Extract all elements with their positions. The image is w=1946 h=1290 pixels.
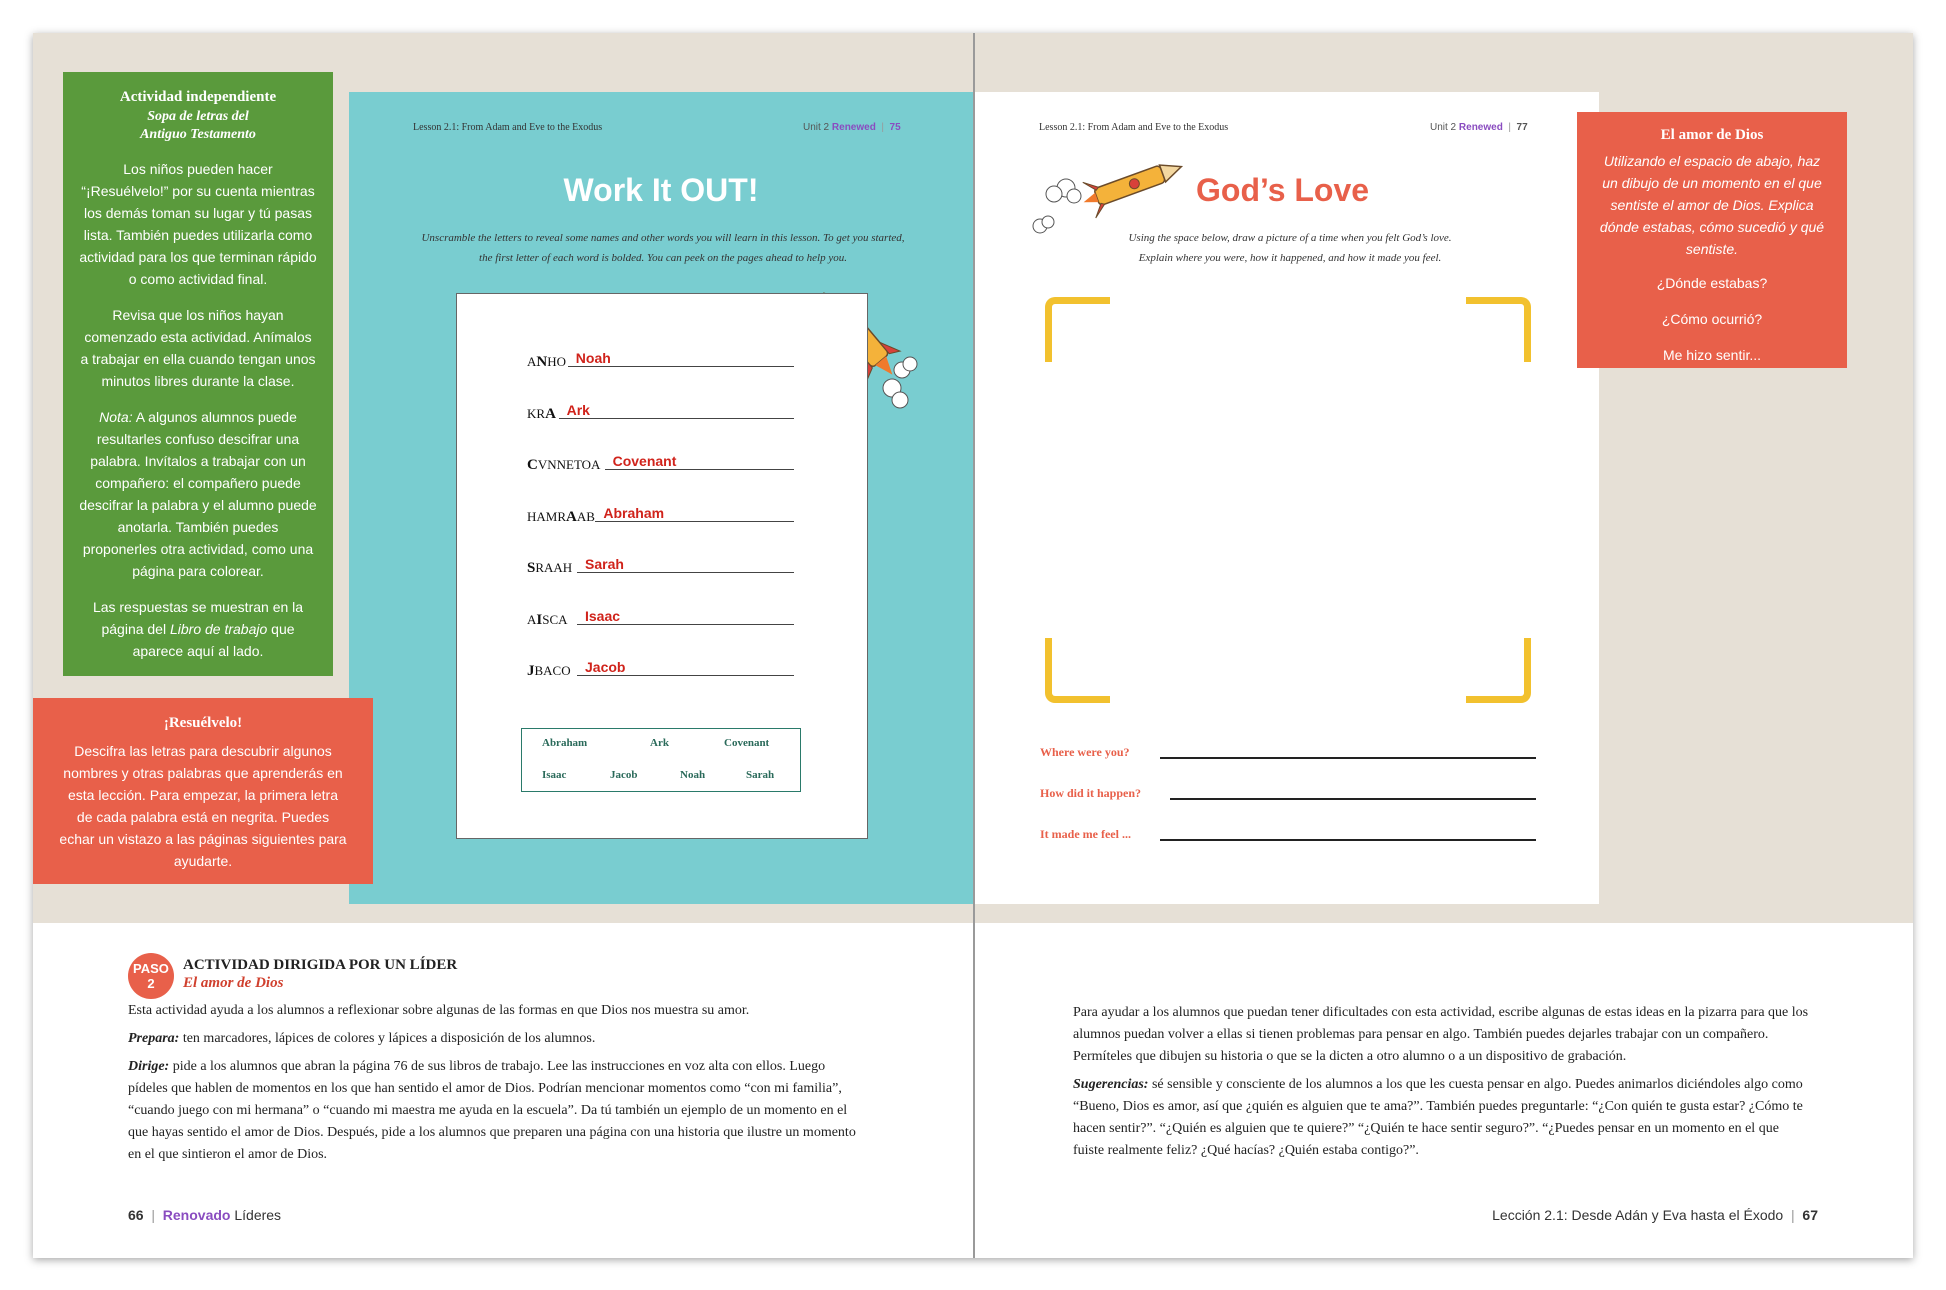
dirige-label: Dirige: <box>128 1059 170 1074</box>
scrambled-bold-letter: J <box>527 663 535 679</box>
answer-line <box>605 469 794 470</box>
workbook-page-number-left: 75 <box>889 122 901 133</box>
prepara-label: Prepara: <box>128 1031 180 1046</box>
independent-p1: Los niños pueden hacer “¡Resuélvelo!” por su cuenta mientras los demás toman su lugar y tú pasas lista. También puedes utilizarla como actividad para los que terminan rápido o como actividad final. <box>79 161 317 287</box>
scrambled-pre: HAMR <box>527 508 567 524</box>
scrambled-post: HO <box>547 354 567 369</box>
scrambled-word <box>527 509 595 526</box>
lesson-header-left: Lesson 2.1: From Adam and Eve to the Exodus <box>413 122 603 133</box>
scrambled-word <box>527 560 572 577</box>
frame-corner-top-left <box>1045 297 1110 362</box>
scrambled-post: SCA <box>542 611 568 627</box>
independent-activity-title: Actividad independiente <box>119 89 277 105</box>
scrambled-bold-letter: C <box>527 457 538 473</box>
step-badge-label: PASO <box>133 961 169 976</box>
answer-text: Jacob <box>585 659 626 675</box>
scrambled-bold-letter: N <box>536 354 548 370</box>
scrambled-pre: A <box>527 354 537 369</box>
solve-it-title: ¡Resuélvelo! <box>163 715 243 731</box>
step-right-p1: Para ayudar a los alumnos que puedan tener dificultades con esta actividad, escribe algunas de estas ideas en la pizarra para que los alumnos puedan volver a ellas si tienen problemas para pensar en algo. También puedes dejarles trabajar con un compañero. Permíteles que dibujen su historia o que se la dicten a otro alumno o a un dispositivo de grabación. <box>1073 1005 1809 1064</box>
scrambled-pre: A <box>527 611 537 627</box>
answer-text: Sarah <box>585 556 624 572</box>
work-it-out-instructions: Unscramble the letters to reveal some names and other words you will learn in this lesson. To get you started, the first letter of each word is bolded. You can peek on the pages ahead to help you. <box>421 232 905 264</box>
step-intro: Esta actividad ayuda a los alumnos a reflexionar sobre algunas de las formas en que Dios nos muestra su amor. <box>128 1003 750 1018</box>
scrambled-post: BACO <box>534 663 571 678</box>
solve-it-box <box>33 698 373 884</box>
answer-line-where <box>1160 757 1536 759</box>
scrambled-bold-letter: S <box>527 560 536 576</box>
step-prepara <box>128 1028 868 1050</box>
frame-corner-top-right <box>1466 297 1531 362</box>
unit-header-left: Unit 2 Renewed | 75 <box>803 122 901 133</box>
answers-text-b: que aparece aquí al lado. <box>132 621 295 659</box>
prepara-text: ten marcadores, lápices de colores y lápices a disposición de los alumnos. <box>179 1031 596 1046</box>
step-badge <box>128 953 174 999</box>
scrambled-post: VNNETOA <box>537 457 601 472</box>
bank-word: Sarah <box>746 769 775 781</box>
unit-header-right: Unit 2 Renewed | 77 <box>1430 122 1528 133</box>
work-it-out-title: Work It OUT! <box>563 172 759 208</box>
scrambled-post: AB <box>576 508 595 524</box>
answer-text: Isaac <box>585 607 621 624</box>
dirige-text: pide a los alumnos que abran la página 76 de sus libros de trabajo. Lee las instrucciones en voz alta con ellos. Luego pídeles que hablen de momentos en los que han sentido el amor de Dios. Podrían mencionar momentos como “con mi familia”, “cuando juego con mi hermana” o “cuando mi maestra me ayuda en la escuela”. Da tú también un ejemplo de un momento en el que hayas sentido el amor de Dios. Después, pide a los alumnos que preparen una página con una historia que ilustre un momento en el que sintieron el amor de Dios. <box>128 1059 856 1162</box>
step-right-column <box>1073 1002 1813 1168</box>
scrambled-word <box>527 354 566 371</box>
answer-line <box>595 521 794 522</box>
page-number-left: 66 <box>128 1207 144 1223</box>
frame-corner-bottom-left <box>1045 638 1110 703</box>
bank-word: Covenant <box>724 737 770 749</box>
frame-corner-bottom-right <box>1466 638 1531 703</box>
footer-left-label: Líderes <box>234 1207 282 1223</box>
gods-love-sidebar <box>1577 112 1847 368</box>
bank-word: Jacob <box>610 769 638 781</box>
bank-word: Ark <box>650 737 669 749</box>
gods-love-sidebar-q3: Me hizo sentir... <box>1662 347 1762 363</box>
question-how: How did it happen? <box>1040 786 1142 800</box>
bank-word: Isaac <box>542 769 567 781</box>
scrambled-word <box>527 457 600 474</box>
gods-love-sidebar-title: El amor de Dios <box>1660 127 1764 143</box>
step-badge-number: 2 <box>147 976 155 991</box>
sugerencias-text: sé sensible y consciente de los alumnos a los que les cuesta pensar en algo. Puedes animarlos diciéndoles algo como “Bueno, Dios es amor, así que ¿quién es alguien que te ama?”. También puedes preguntarle: “¿Con quién te gusta estar? ¿Cómo te hacen sentir?”. “¿Quién es alguien que te quiere?” “¿Quién te hace sentir seguro?”. “¿Puedes pensar en un momento en el que fuiste realmente feliz? ¿Qué hacías? ¿Quién estaba contigo?”. <box>1073 1077 1803 1158</box>
answer-line <box>559 418 794 419</box>
renewed-label: Renewed <box>831 122 876 133</box>
scrambled-bold-letter: A <box>566 508 577 525</box>
scrambled-bold-letter: A <box>545 405 556 422</box>
workbook-page-number-right: 77 <box>1516 122 1528 133</box>
sugerencias-label: Sugerencias: <box>1073 1077 1149 1092</box>
answer-line-feel <box>1160 839 1536 841</box>
step-dirige <box>128 1056 868 1166</box>
step-left-column <box>128 1000 868 1172</box>
scrambled-bold-letter: I <box>536 611 543 628</box>
answer-text: Abraham <box>603 504 665 521</box>
lesson-header-right: Lesson 2.1: From Adam and Eve to the Exodus <box>1039 122 1229 133</box>
scrambled-word <box>527 663 571 680</box>
scrambled-word <box>527 612 568 629</box>
note-text: A algunos alumnos puede resultarles confuso descifrar una palabra. Invítalos a trabajar con un compañero: el compañero puede descifrar la palabra y el alumno puede anotarla. También puedes proponerles otra actividad, como una página para colorear. <box>79 409 317 579</box>
answers-text-a: Las respuestas se muestran en la página del <box>92 599 304 637</box>
unit-label: Unit 2 <box>1430 122 1457 133</box>
unit-label: Unit 2 <box>803 122 830 133</box>
step-heading: ACTIVIDAD DIRIGIDA POR UN LÍDER <box>183 957 458 973</box>
answer-text: Covenant <box>612 453 677 469</box>
independent-p4 <box>79 596 317 662</box>
question-where: Where were you? <box>1040 745 1130 759</box>
gods-love-instruction-2: Explain where you were, how it happened, and how it made you feel. <box>1138 252 1442 264</box>
bank-word: Abraham <box>542 737 588 749</box>
answer-line <box>577 624 794 625</box>
footer-right-label: Lección 2.1: Desde Adán y Eva hasta el Éxodo <box>1492 1207 1784 1223</box>
question-feel: It made me feel ... <box>1040 827 1131 841</box>
page-number-right: 67 <box>1802 1207 1818 1223</box>
footer-right: Lección 2.1: Desde Adán y Eva hasta el Éxodo | 67 <box>1492 1207 1818 1223</box>
gods-love-sidebar-q1: ¿Dónde estabas? <box>1656 275 1768 291</box>
note-label: Nota: <box>99 409 133 425</box>
answers-text-em: Libro de trabajo <box>169 621 268 637</box>
gods-love-sidebar-text: Utilizando el espacio de abajo, haz un dibujo de un momento en el que sentiste el amor de Dios. Explica dónde estabas, cómo sucedió y qué sentiste. <box>1599 153 1825 257</box>
independent-activity-subtitle-2: Antiguo Testamento <box>140 127 256 142</box>
answer-line <box>577 675 794 676</box>
answer-line-how <box>1170 798 1536 800</box>
scrambled-post: RAAH <box>535 560 573 575</box>
independent-activity-subtitle-1: Sopa de letras del <box>147 109 249 124</box>
step-sugerencias <box>1073 1074 1813 1162</box>
answer-line <box>577 572 794 573</box>
answer-text: Noah <box>575 350 611 366</box>
answer-text: Ark <box>566 401 590 418</box>
solve-it-text: Descifra las letras para descubrir algunos nombres y otras palabras que aprenderás en esta lección. Para empezar, la primera letra de cada palabra está en negrita. Puedes echar un vistazo a las páginas siguientes para ayudarte. <box>59 743 347 869</box>
independent-p2: Revisa que los niños hayan comenzado esta actividad. Anímalos a trabajar en ella cuando tengan unos minutos libres durante la clase. <box>80 307 316 389</box>
renewed-label: Renewed <box>1458 122 1503 133</box>
footer-left: 66 | Renovado Líderes <box>128 1207 282 1223</box>
bank-word: Noah <box>680 769 706 781</box>
gods-love-title: God’s Love <box>1196 172 1370 208</box>
independent-activity-box <box>63 72 333 676</box>
gods-love-sidebar-q2: ¿Cómo ocurrió? <box>1661 311 1763 327</box>
step-subheading: El amor de Dios <box>183 975 284 991</box>
gods-love-instruction-1: Using the space below, draw a picture of a time when you felt God’s love. <box>1128 232 1452 244</box>
brand-renovado: Renovado <box>162 1207 231 1223</box>
scrambled-pre: KR <box>527 405 546 421</box>
scrambled-word <box>527 406 556 423</box>
word-bank <box>521 728 801 792</box>
independent-p3 <box>79 406 317 582</box>
answer-line <box>568 366 794 367</box>
